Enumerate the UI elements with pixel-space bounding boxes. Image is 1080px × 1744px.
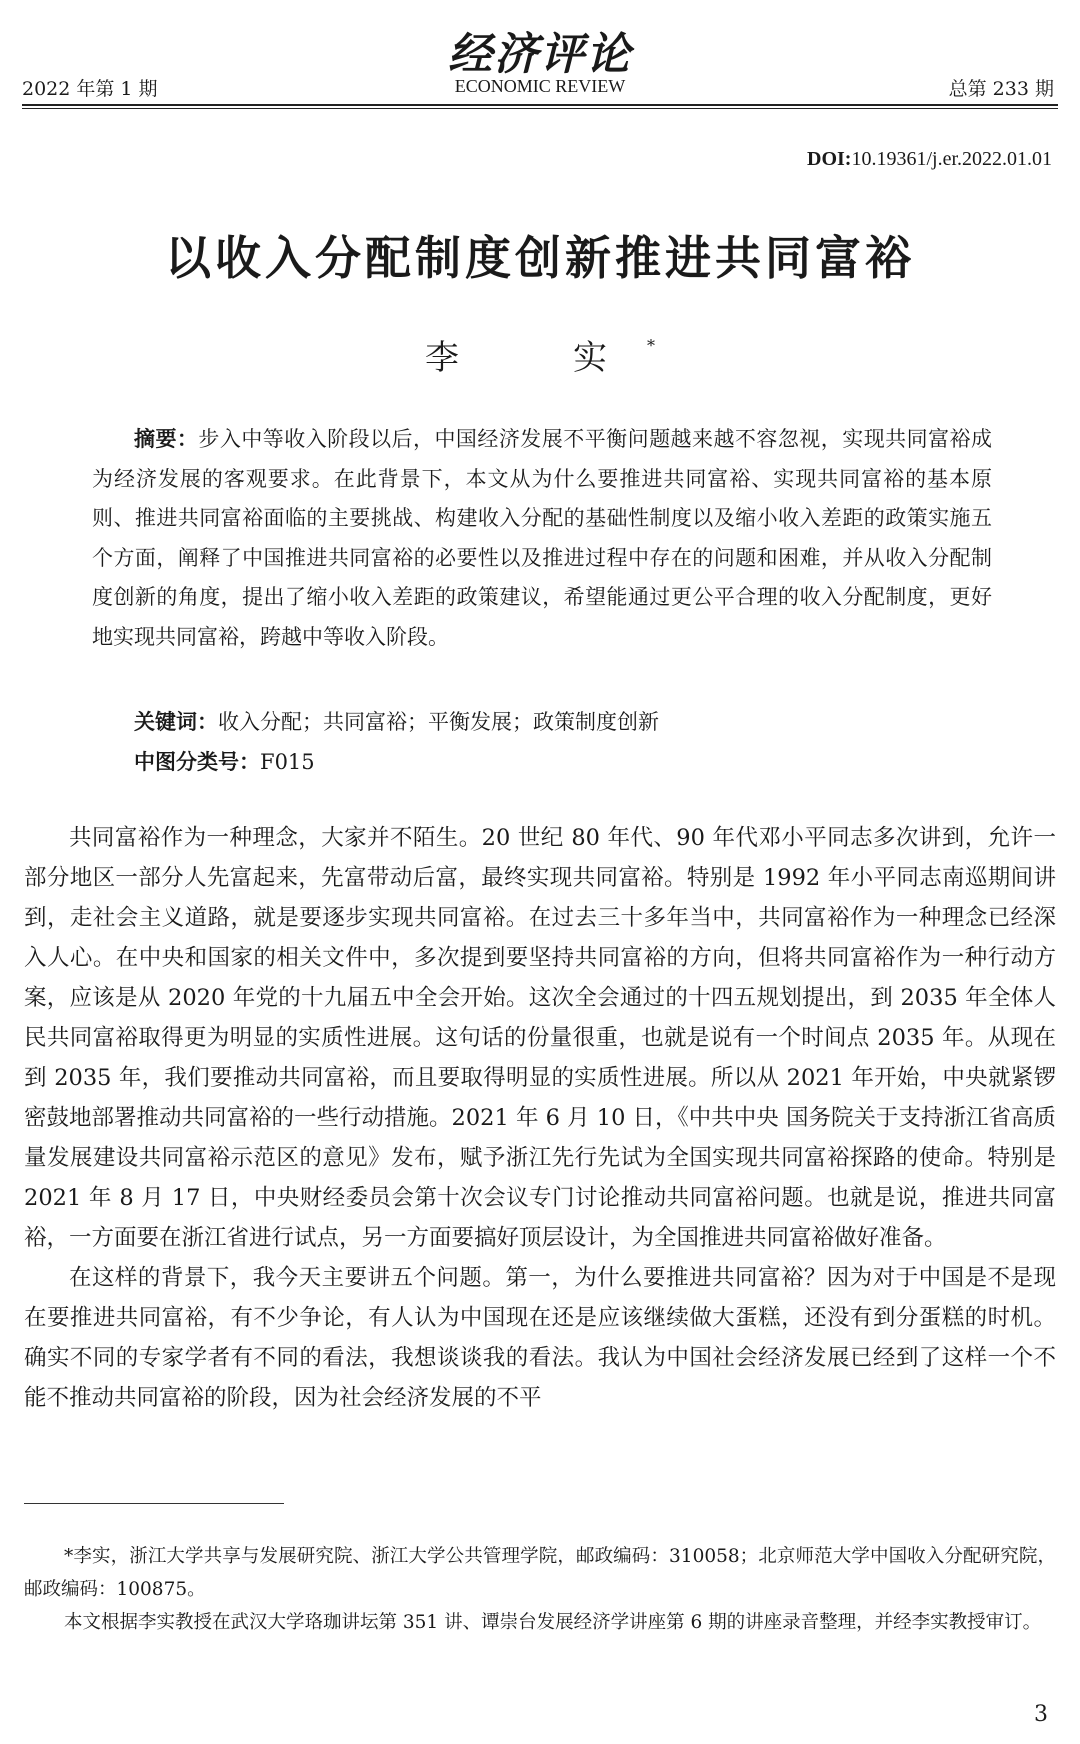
doi (807, 148, 1052, 171)
author-footnote-mark: * (647, 335, 655, 355)
footnote-source-note: 本文根据李实教授在武汉大学珞珈讲坛第 351 讲、谭崇台发展经济学讲座第 6 期的讲座录音整理，并经李实教授审订。 (64, 1612, 1042, 1633)
journal-english-name: ECONOMIC REVIEW (454, 76, 626, 96)
total-issue-label: 总第 233 期 (948, 78, 1054, 100)
journal-logo: 经济评论 (448, 29, 632, 80)
classification-label: 中图分类号： (134, 750, 260, 774)
author-name: 李 实 (425, 338, 647, 378)
page-number: 3 (1034, 1702, 1048, 1727)
classification (134, 746, 315, 776)
paper-title: 以收入分配制度创新推进共同富裕 (165, 231, 915, 285)
abstract-label: 摘要： (134, 427, 199, 451)
classification-code: F015 (260, 750, 315, 774)
issue-label: 2022 年第 1 期 (22, 78, 158, 100)
body-text (24, 818, 1056, 1418)
body-paragraph: 共同富裕作为一种理念，大家并不陌生。20 世纪 80 年代、90 年代邓小平同志多次讲到，允许一部分地区一部分人先富起来，先富带动后富，最终实现共同富裕。特别是 1992 年小平同志南巡期间讲到，走社会主义道路，就是要逐步实现共同富裕。在过去三十多年当中，共同富裕作为一种理念已经深入人心。在中央和国家的相关文件中，多次提到要坚持共同富裕的方向，但将共同富裕作为一种行动方案，应该是从 2020 年党的十九届五中全会开始。这次全会通过的十四五规划提出，到 2035 年全体人民共同富裕取得更为明显的实质性进展。这句话的份量很重，也就是说有一个时间点 2035 年。从现在到 2035 年，我们要推动共同富裕，而且要取得明显的实质性进展。所以从 2021 年开始，中央就紧锣密鼓地部署推动共同富裕的一些行动措施。2021 年 6 月 10 日，《中共中央 国务院关于支持浙江省高质量发展建设共同富裕示范区的意见》发布，赋予浙江先行先试为全国实现共同富裕探路的使命。特别是 2021 年 8 月 17 日，中央财经委员会第十次会议专门讨论推动共同富裕问题。也就是说，推进共同富裕，一方面要在浙江省进行试点，另一方面要搞好顶层设计，为全国推进共同富裕做好准备。 (24, 825, 1056, 1251)
body-paragraph: 在这样的背景下，我今天主要讲五个问题。第一，为什么要推进共同富裕？因为对于中国是不是现在要推进共同富裕，有不少争论，有人认为中国现在还是应该继续做大蛋糕，还没有到分蛋糕的时机。确实不同的专家学者有不同的看法，我想谈谈我的看法。我认为中国社会经济发展已经到了这样一个不能不推动共同富裕的阶段，因为社会经济发展的不平 (24, 1265, 1056, 1411)
footnote-affiliation: *李实，浙江大学共享与发展研究院、浙江大学公共管理学院，邮政编码：310058；北京师范大学中国收入分配研究院，邮政编码：100875。 (24, 1546, 1056, 1600)
keywords-text: 收入分配；共同富裕；平衡发展；政策制度创新 (218, 710, 659, 734)
header-rule-thin (22, 108, 1058, 109)
keywords (134, 706, 659, 736)
abstract-text: 步入中等收入阶段以后，中国经济发展不平衡问题越来越不容忽视，实现共同富裕成为经济发展的客观要求。在此背景下，本文从为什么要推进共同富裕、实现共同富裕的基本原则、推进共同富裕面临的主要挑战、构建收入分配的基础性制度以及缩小收入差距的政策实施五个方面，阐释了中国推进共同富裕的必要性以及推进过程中存在的问题和困难，并从收入分配制度创新的角度，提出了缩小收入差距的政策建议，希望能通过更公平合理的收入分配制度，更好地实现共同富裕，跨越中等收入阶段。 (92, 427, 993, 649)
footnote-rule (24, 1503, 284, 1504)
footnotes (24, 1540, 1056, 1639)
author-line (0, 330, 1080, 379)
doi-value: 10.19361/j.er.2022.01.01 (851, 148, 1052, 170)
keywords-label: 关键词： (134, 710, 218, 734)
abstract (92, 420, 992, 657)
header-rule (22, 104, 1058, 106)
doi-label: DOI: (807, 148, 852, 170)
